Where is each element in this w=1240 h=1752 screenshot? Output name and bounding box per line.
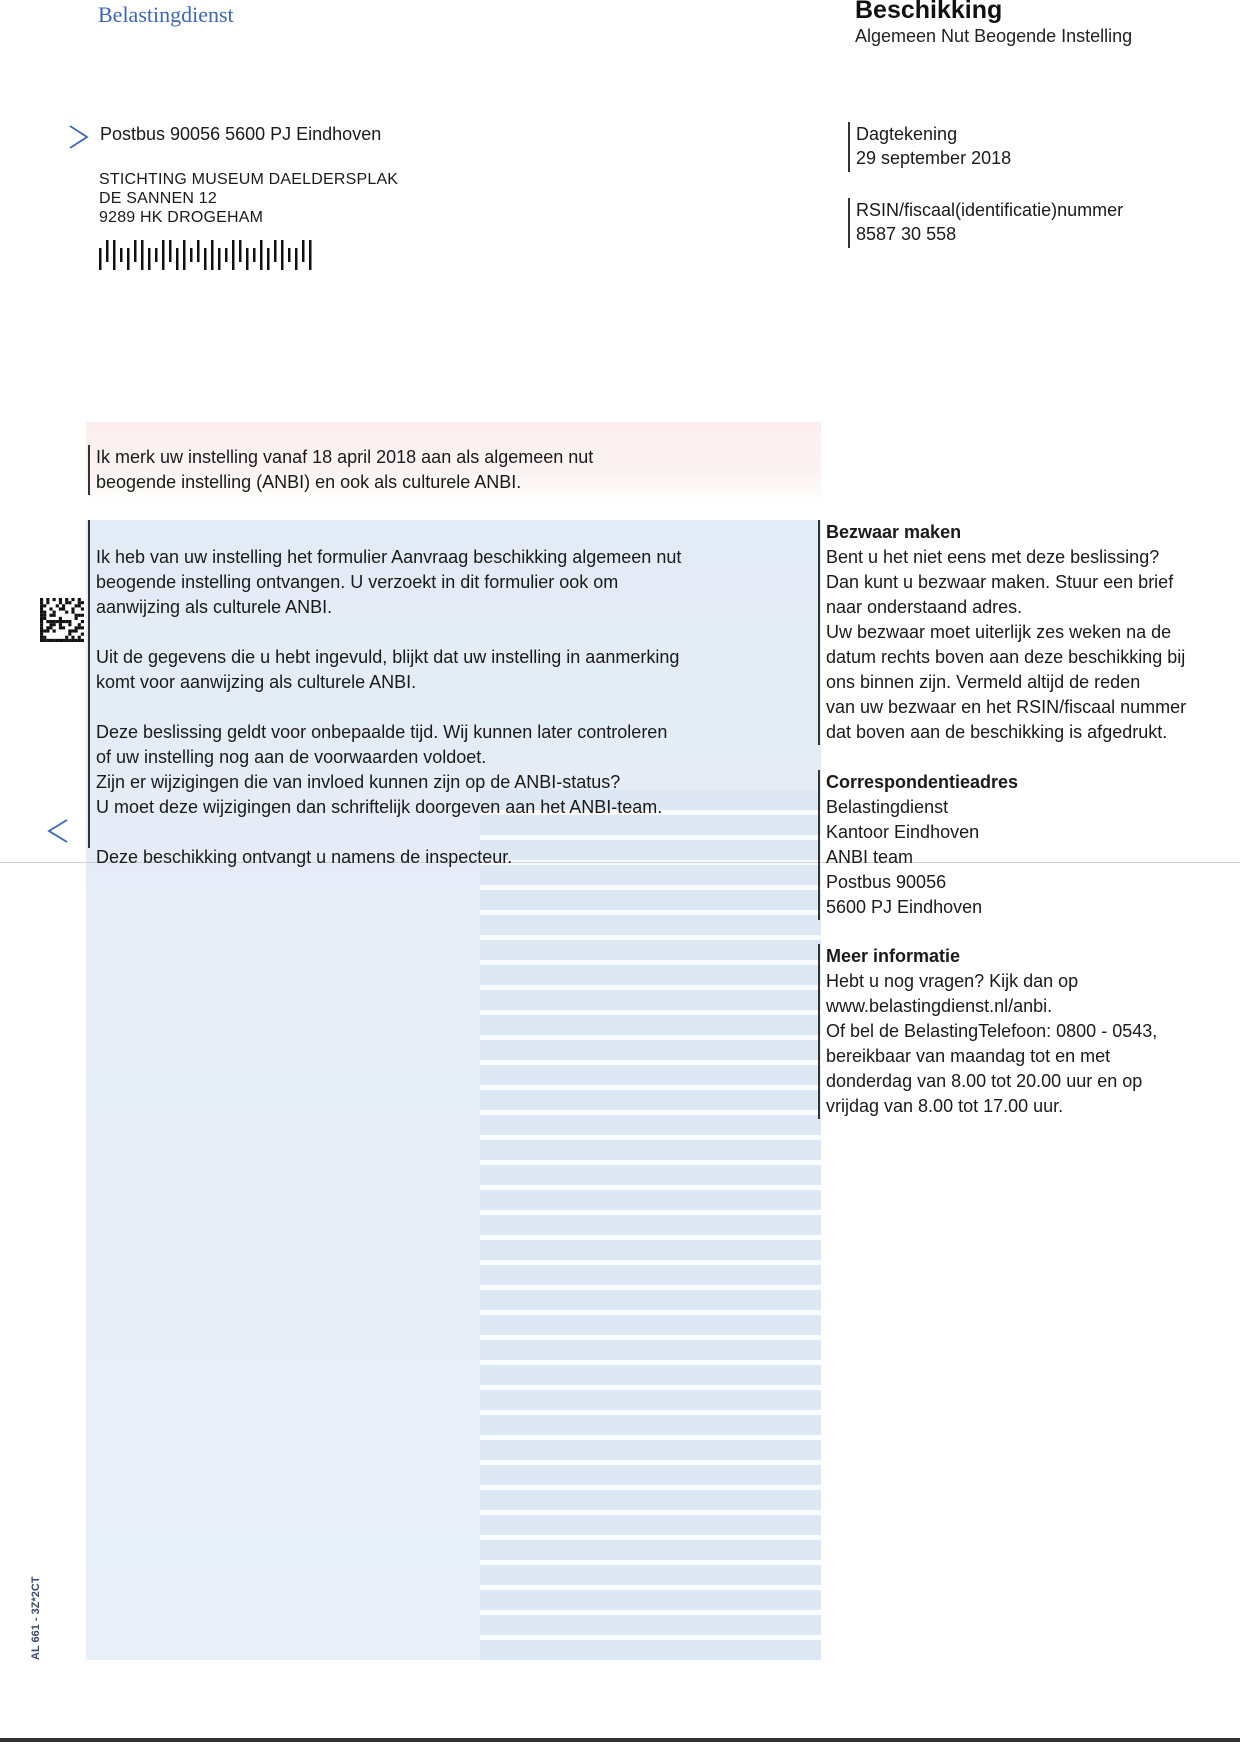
- date-value: 29 september 2018: [856, 148, 1012, 168]
- body-line: Deze beschikking ontvangt u namens de inspecteur.: [96, 847, 513, 867]
- form-code: AL 661 - 3Z*2CT: [30, 1576, 42, 1660]
- objection-line: van uw bezwaar en het RSIN/fiscaal nummer: [826, 697, 1187, 717]
- intro-line: beogende instelling (ANBI) en ook als culturele ANBI.: [96, 472, 522, 492]
- objection-line: dat boven aan de beschikking is afgedrukt.: [826, 722, 1168, 742]
- body-line: aanwijzing als culturele ANBI.: [96, 597, 333, 617]
- objection-line: datum rechts boven aan deze beschikking bij: [826, 647, 1186, 667]
- more-info-line: donderdag van 8.00 tot 20.00 uur en op: [826, 1071, 1143, 1091]
- blue-ruled-lines: [480, 790, 821, 1660]
- date-block: [848, 122, 1011, 172]
- correspondence-line: 5600 PJ Eindhoven: [826, 897, 983, 917]
- rsin-value: 8587 30 558: [856, 224, 957, 244]
- chevron-right-icon: [68, 124, 90, 150]
- correspondence-line: ANBI team: [826, 847, 914, 867]
- chevron-left-icon: [46, 818, 70, 844]
- more-info-line: Hebt u nog vragen? Kijk dan op: [826, 971, 1079, 991]
- objection-heading: Bezwaar maken: [826, 522, 962, 542]
- correspondence-line: Kantoor Eindhoven: [826, 822, 980, 842]
- more-info-section: [818, 944, 1226, 1119]
- body-text: [88, 520, 796, 867]
- body-line: beogende instelling ontvangen. U verzoekt in dit formulier ook om: [96, 572, 619, 592]
- recipient-line: STICHTING MUSEUM DAELDERSPLAK: [99, 171, 399, 188]
- bottom-rule: [0, 1738, 1240, 1742]
- more-info-line: www.belastingdienst.nl/anbi.: [826, 996, 1053, 1016]
- recipient-address: [99, 170, 398, 227]
- more-info-line: Of bel de BelastingTelefoon: 0800 - 0543,: [826, 1021, 1158, 1041]
- objection-line: Uw bezwaar moet uiterlijk zes weken na de: [826, 622, 1172, 642]
- recipient-line: 9289 HK DROGEHAM: [99, 209, 264, 226]
- body-line: Uit de gegevens die u hebt ingevuld, blijkt dat uw instelling in aanmerking: [96, 647, 680, 667]
- body-line: of uw instelling nog aan de voorwaarden voldoet.: [96, 747, 487, 767]
- rsin-label: RSIN/fiscaal(identificatie)nummer: [856, 200, 1124, 220]
- body-line: Ik heb van uw instelling het formulier Aanvraag beschikking algemeen nut: [96, 547, 682, 567]
- objection-line: ons binnen zijn. Vermeld altijd de reden: [826, 672, 1141, 692]
- correspondence-line: Belastingdienst: [826, 797, 949, 817]
- more-info-line: bereikbaar van maandag tot en met: [826, 1046, 1111, 1066]
- correspondence-line: Postbus 90056: [826, 872, 947, 892]
- objection-section: [818, 520, 1226, 745]
- more-info-line: vrijdag van 8.00 tot 17.00 uur.: [826, 1096, 1064, 1116]
- return-address: Postbus 90056 5600 PJ Eindhoven: [100, 124, 382, 144]
- body-line: Zijn er wijzigingen die van invloed kunnen zijn op de ANBI-status?: [96, 772, 621, 792]
- intro-statement: [88, 445, 736, 495]
- body-line: U moet deze wijzigingen dan schriftelijk doorgeven aan het ANBI-team.: [96, 797, 663, 817]
- body-line: Deze beslissing geldt voor onbepaalde tijd. Wij kunnen later controleren: [96, 722, 668, 742]
- document-title: Beschikking: [855, 0, 1003, 24]
- postal-barcode-icon: [99, 240, 319, 272]
- correspondence-heading: Correspondentieadres: [826, 772, 1019, 792]
- intro-line: Ik merk uw instelling vanaf 18 april 2018 aan als algemeen nut: [96, 447, 594, 467]
- date-label: Dagtekening: [856, 124, 958, 144]
- more-info-heading: Meer informatie: [826, 946, 961, 966]
- rsin-block: [848, 198, 1123, 248]
- recipient-line: DE SANNEN 12: [99, 190, 217, 207]
- body-line: komt voor aanwijzing als culturele ANBI.: [96, 672, 417, 692]
- document-subtitle: Algemeen Nut Beogende Instelling: [855, 26, 1133, 46]
- belastingdienst-logo: Belastingdienst: [98, 2, 234, 27]
- objection-line: Bent u het niet eens met deze beslissing?: [826, 547, 1160, 567]
- correspondence-section: [818, 770, 1226, 920]
- datamatrix-code-icon: [40, 598, 84, 642]
- objection-line: naar onderstaand adres.: [826, 597, 1023, 617]
- objection-line: Dan kunt u bezwaar maken. Stuur een brief: [826, 572, 1174, 592]
